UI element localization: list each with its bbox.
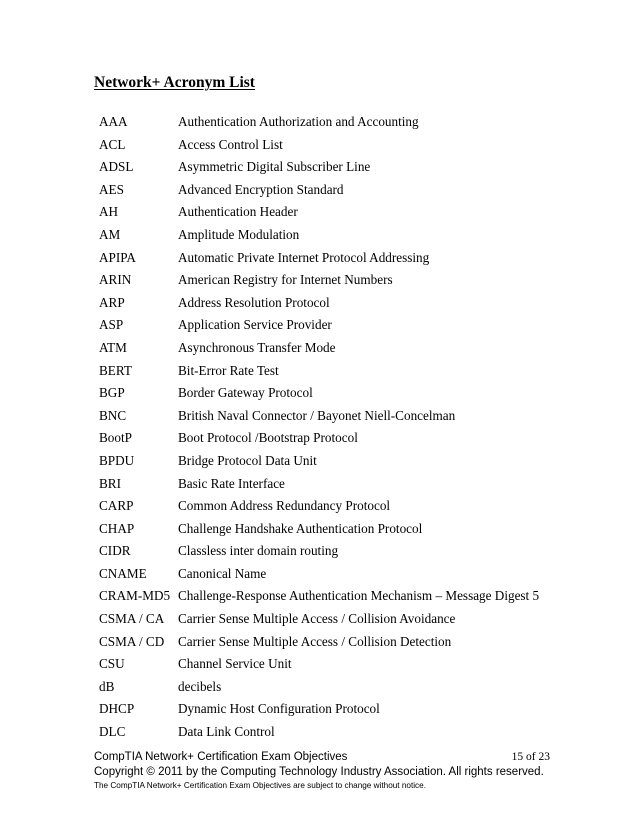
acronym-definition: Asynchronous Transfer Mode [178, 339, 336, 355]
acronym-definition: Basic Rate Interface [178, 475, 285, 491]
acronym-definition: Channel Service Unit [178, 656, 292, 672]
footer-copyright: Copyright © 2011 by the Computing Technology Industry Association. All rights reserved. [94, 766, 544, 778]
acronym-abbreviation: ATM [99, 339, 127, 355]
acronym-row [99, 585, 559, 608]
footer-page-number: 15 of 23 [511, 751, 550, 763]
acronym-row [99, 247, 559, 270]
acronym-table [99, 111, 559, 744]
acronym-abbreviation: CSMA / CD [99, 633, 165, 649]
acronym-definition: Challenge Handshake Authentication Protocol [178, 520, 423, 536]
acronym-definition: Access Control List [178, 136, 283, 152]
acronym-row [99, 224, 559, 247]
acronym-row [99, 563, 559, 586]
acronym-abbreviation: CHAP [99, 520, 135, 536]
acronym-definition: Dynamic Host Configuration Protocol [178, 701, 380, 717]
acronym-definition: Bit-Error Rate Test [178, 362, 279, 378]
acronym-abbreviation: CARP [99, 498, 134, 514]
acronym-definition: Boot Protocol /Bootstrap Protocol [178, 430, 358, 446]
acronym-abbreviation: CNAME [99, 565, 147, 581]
acronym-abbreviation: DHCP [99, 701, 135, 717]
acronym-row [99, 269, 559, 292]
acronym-abbreviation: ADSL [99, 159, 134, 175]
footer-notice: The CompTIA Network+ Certification Exam Objectives are subject to change without notice. [94, 781, 426, 790]
acronym-row [99, 473, 559, 496]
acronym-row [99, 405, 559, 428]
acronym-definition: Carrier Sense Multiple Access / Collision Avoidance [178, 611, 456, 627]
acronym-definition: Challenge-Response Authentication Mechanism – Message Digest 5 [178, 588, 540, 604]
acronym-row [99, 698, 559, 721]
acronym-row [99, 360, 559, 383]
acronym-row [99, 608, 559, 631]
footer-doc-title: CompTIA Network+ Certification Exam Objectives [94, 751, 348, 763]
acronym-definition: Canonical Name [178, 565, 267, 581]
acronym-row [99, 134, 559, 157]
acronym-row [99, 540, 559, 563]
acronym-definition: British Naval Connector / Bayonet Niell-Concelman [178, 407, 456, 423]
acronym-definition: Asymmetric Digital Subscriber Line [178, 159, 371, 175]
acronym-definition: Authentication Header [178, 204, 298, 220]
acronym-row [99, 292, 559, 315]
acronym-abbreviation: dB [99, 678, 115, 694]
acronym-abbreviation: AES [99, 181, 124, 197]
acronym-definition: Carrier Sense Multiple Access / Collision Detection [178, 633, 452, 649]
acronym-abbreviation: CIDR [99, 543, 131, 559]
acronym-abbreviation: BRI [99, 475, 121, 491]
acronym-definition: Bridge Protocol Data Unit [178, 452, 317, 468]
acronym-abbreviation: AAA [99, 114, 128, 129]
acronym-abbreviation: CSMA / CA [99, 611, 165, 627]
acronym-definition: Application Service Provider [178, 317, 332, 333]
acronym-abbreviation: ACL [99, 136, 126, 152]
acronym-abbreviation: AM [99, 226, 121, 242]
acronym-row [99, 382, 559, 405]
acronym-row [99, 518, 559, 541]
acronym-definition: Classless inter domain routing [178, 543, 339, 559]
acronym-definition: American Registry for Internet Numbers [178, 272, 393, 288]
acronym-abbreviation: CRAM-MD5 [99, 588, 171, 604]
acronym-row [99, 676, 559, 699]
acronym-abbreviation: APIPA [99, 249, 136, 265]
page-title: Network+ Acronym List [94, 74, 255, 91]
acronym-abbreviation: BootP [99, 430, 132, 446]
acronym-row [99, 495, 559, 518]
acronym-abbreviation: ARP [99, 294, 125, 310]
acronym-definition: Common Address Redundancy Protocol [178, 498, 391, 514]
acronym-abbreviation: BGP [99, 385, 125, 401]
acronym-abbreviation: DLC [99, 724, 126, 740]
acronym-definition: Authentication Authorization and Accounting [178, 114, 419, 129]
acronym-row [99, 314, 559, 337]
acronym-definition: Border Gateway Protocol [178, 385, 313, 401]
acronym-definition: Data Link Control [178, 724, 275, 740]
acronym-definition: Amplitude Modulation [178, 226, 300, 242]
acronym-definition: decibels [178, 678, 222, 694]
acronym-abbreviation: BERT [99, 362, 132, 378]
acronym-row [99, 631, 559, 654]
acronym-abbreviation: BPDU [99, 452, 135, 468]
acronym-row [99, 111, 559, 134]
acronym-abbreviation: BNC [99, 407, 127, 423]
acronym-row [99, 337, 559, 360]
acronym-abbreviation: AH [99, 204, 119, 220]
acronym-row [99, 156, 559, 179]
acronym-row [99, 653, 559, 676]
acronym-abbreviation: CSU [99, 656, 125, 672]
acronym-row [99, 721, 559, 744]
acronym-definition: Address Resolution Protocol [178, 294, 330, 310]
acronym-abbreviation: ARIN [99, 272, 132, 288]
acronym-row [99, 427, 559, 450]
acronym-abbreviation: ASP [99, 317, 124, 333]
acronym-row [99, 450, 559, 473]
acronym-row [99, 201, 559, 224]
acronym-definition: Advanced Encryption Standard [178, 181, 344, 197]
acronym-row [99, 179, 559, 202]
acronym-definition: Automatic Private Internet Protocol Addressing [178, 249, 430, 265]
